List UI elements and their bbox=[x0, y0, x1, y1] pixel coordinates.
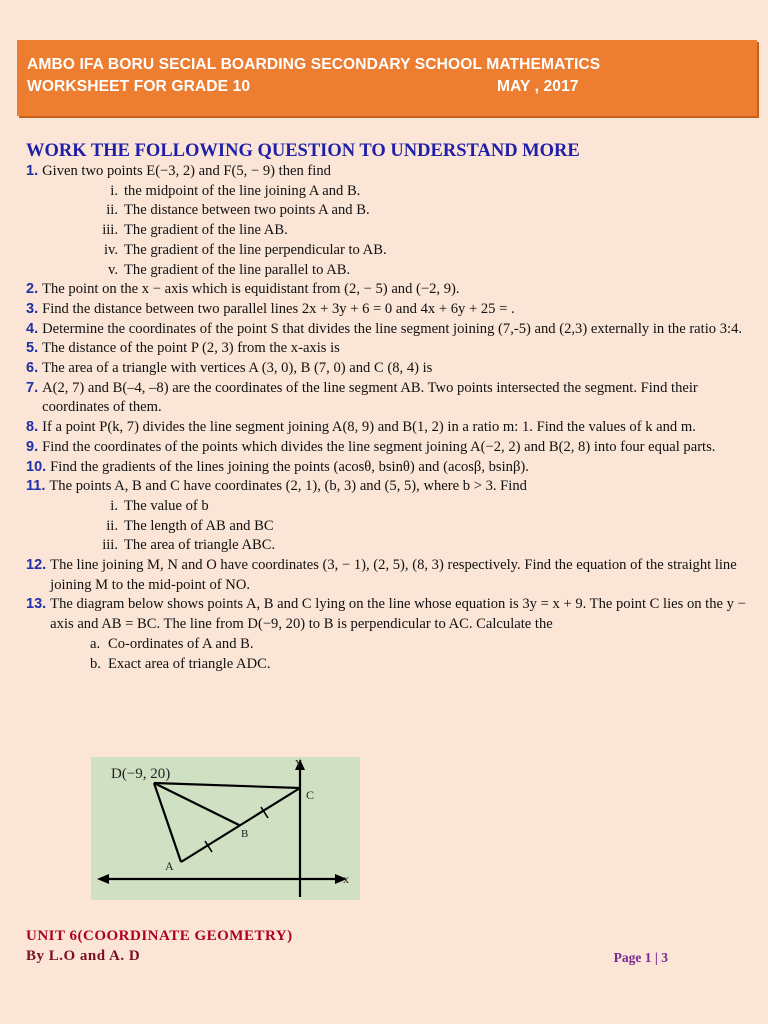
question-number: 13. bbox=[26, 596, 47, 613]
question-number: 8. bbox=[26, 419, 39, 436]
sub-text: Exact area of triangle ADC. bbox=[108, 655, 271, 672]
question-text: A(2, 7) and B(–4, –8) are the coordinates of the line segment AB. Two points intersected the segment. Find their coordinates of them. bbox=[42, 379, 698, 416]
worksheet-header-banner bbox=[17, 40, 757, 116]
question-1 bbox=[26, 162, 751, 182]
question-number: 12. bbox=[26, 557, 47, 574]
sub-item bbox=[26, 182, 751, 202]
question-text: The area of a triangle with vertices A (3, 0), B (7, 0) and C (8, 4) is bbox=[42, 360, 433, 377]
sub-marker: i. bbox=[110, 497, 118, 514]
sub-item bbox=[26, 635, 751, 655]
question-2 bbox=[26, 280, 751, 300]
section-title: WORK THE FOLLOWING QUESTION TO UNDERSTAND MORE bbox=[26, 141, 580, 161]
label-y: Y bbox=[295, 759, 303, 770]
question-10 bbox=[26, 458, 751, 478]
question-number: 7. bbox=[26, 379, 39, 396]
questions-list bbox=[26, 162, 751, 674]
page-number: Page 1 | 3 bbox=[613, 950, 668, 965]
label-a: A bbox=[165, 859, 174, 873]
header-school-title: AMBO IFA BORU SECIAL BOARDING SECONDARY SCHOOL MATHEMATICS bbox=[27, 56, 601, 73]
question-11 bbox=[26, 477, 751, 497]
question-number: 10. bbox=[26, 458, 47, 475]
sub-marker: b. bbox=[90, 655, 101, 672]
question-9 bbox=[26, 438, 751, 458]
sub-marker: v. bbox=[108, 261, 118, 278]
sub-item bbox=[26, 655, 751, 675]
label-d: D(−9, 20) bbox=[111, 766, 171, 782]
question-3 bbox=[26, 300, 751, 320]
sub-item bbox=[26, 241, 751, 261]
sub-marker: ii. bbox=[106, 202, 118, 219]
question-7 bbox=[26, 379, 751, 418]
header-date: MAY , 2017 bbox=[497, 78, 579, 95]
question-number: 9. bbox=[26, 438, 39, 455]
sub-marker: iv. bbox=[103, 241, 118, 258]
sub-item bbox=[26, 497, 751, 517]
question-8 bbox=[26, 418, 751, 438]
question-13 bbox=[26, 595, 751, 634]
header-worksheet-title: WORKSHEET FOR GRADE 10 bbox=[27, 78, 251, 95]
label-x: x bbox=[343, 872, 349, 886]
coordinate-diagram bbox=[91, 757, 360, 900]
sub-item bbox=[26, 517, 751, 537]
question-text: The diagram below shows points A, B and C lying on the line whose equation is 3y = x + 9. The point C lies on the y − axis and AB = BC. The line from D(−9, 20) to B is perpendicular to AC. Calculate the bbox=[50, 596, 746, 633]
sub-item bbox=[26, 536, 751, 556]
question-text: The line joining M, N and O have coordinates (3, − 1), (2, 5), (8, 3) respectively. Find the equation of the straight line joining M to the mid-point of NO. bbox=[50, 557, 737, 593]
sub-item bbox=[26, 221, 751, 241]
question-4 bbox=[26, 320, 751, 340]
question-number: 2. bbox=[26, 281, 39, 298]
sub-item bbox=[26, 261, 751, 281]
sub-text: The length of AB and BC bbox=[124, 517, 274, 534]
label-b: B bbox=[241, 828, 249, 840]
question-text: Determine the coordinates of the point S that divides the line segment joining (7,-5) and (2,3) externally in the ratio 3:4. bbox=[42, 320, 743, 337]
question-number: 11. bbox=[26, 478, 46, 495]
footer-authors: By L.O and A. D bbox=[26, 948, 141, 964]
sub-text: The distance between two points A and B. bbox=[124, 202, 370, 219]
question-12 bbox=[26, 556, 751, 595]
header-worksheet-line bbox=[27, 78, 737, 96]
question-text: If a point P(k, 7) divides the line segment joining A(8, 9) and B(1, 2) in a ratio m: 1. Find the values of k and m. bbox=[42, 419, 696, 436]
question-number: 3. bbox=[26, 300, 39, 317]
question-6 bbox=[26, 359, 751, 379]
question-number: 1. bbox=[26, 163, 39, 179]
sub-marker: iii. bbox=[102, 222, 118, 239]
sub-text: the midpoint of the line joining A and B. bbox=[124, 182, 361, 199]
question-text: Given two points E(−3, 2) and F(5, − 9) then find bbox=[42, 163, 331, 179]
question-text: The distance of the point P (2, 3) from the x-axis is bbox=[42, 340, 340, 357]
sub-text: Co-ordinates of A and B. bbox=[108, 635, 254, 652]
sub-marker: i. bbox=[110, 182, 118, 199]
question-number: 5. bbox=[26, 340, 39, 357]
sub-text: The gradient of the line parallel to AB. bbox=[124, 261, 351, 278]
question-number: 4. bbox=[26, 320, 39, 337]
question-text: The point on the x − axis which is equidistant from (2, − 5) and (−2, 9). bbox=[42, 281, 460, 298]
label-c: C bbox=[306, 788, 315, 802]
sub-marker: ii. bbox=[106, 517, 118, 534]
question-text: Find the distance between two parallel lines 2x + 3y + 6 = 0 and 4x + 6y + 25 = . bbox=[42, 300, 515, 317]
sub-text: The value of b bbox=[124, 497, 209, 514]
sub-marker: a. bbox=[90, 635, 101, 652]
sub-text: The area of triangle ABC. bbox=[124, 537, 276, 554]
question-number: 6. bbox=[26, 360, 39, 377]
question-5 bbox=[26, 339, 751, 359]
question-text: Find the coordinates of the points which divides the line segment joining A(−2, 2) and B(2, 8) into four equal parts. bbox=[42, 438, 716, 455]
question-text: Find the gradients of the lines joining the points (acosθ, bsinθ) and (acosβ, bsinβ). bbox=[50, 458, 529, 475]
footer-unit: UNIT 6(COORDINATE GEOMETRY) bbox=[26, 928, 293, 944]
sub-text: The gradient of the line AB. bbox=[124, 222, 288, 239]
sub-item bbox=[26, 201, 751, 221]
question-text: The points A, B and C have coordinates (2, 1), (b, 3) and (5, 5), where b > 3. Find bbox=[49, 478, 527, 495]
sub-text: The gradient of the line perpendicular to AB. bbox=[124, 241, 387, 258]
sub-marker: iii. bbox=[102, 537, 118, 554]
